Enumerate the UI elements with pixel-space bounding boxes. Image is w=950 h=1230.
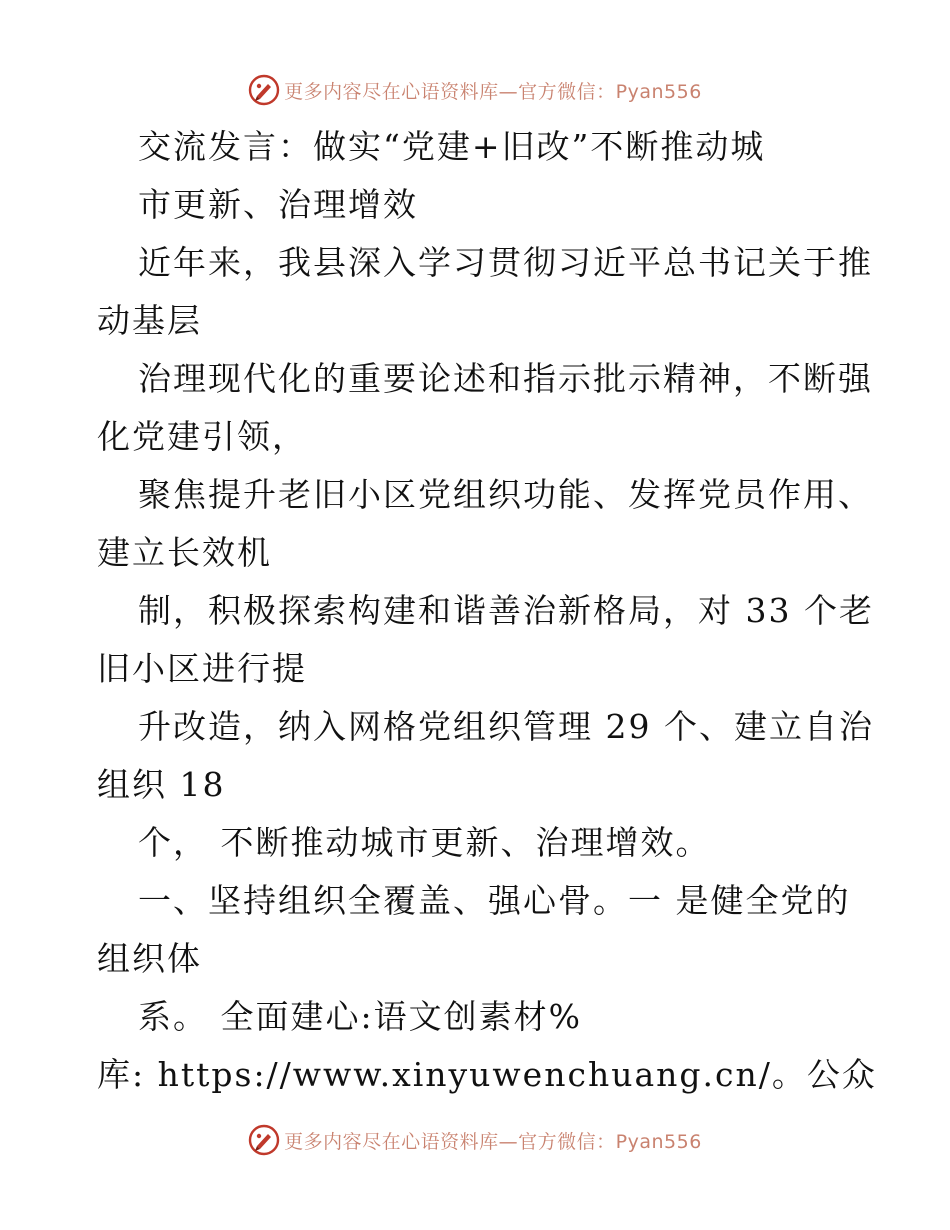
paragraph-line: 化党建引领， — [97, 417, 307, 456]
paragraph-line: 升改造，纳入网格党组织管理 29 个、建立自治 — [138, 707, 874, 746]
watermark-text: 更多内容尽在心语资料库—官方微信：Pyan556 — [284, 1130, 702, 1153]
paragraph-line: 旧小区进行提 — [97, 649, 307, 688]
pen-logo-icon — [248, 1124, 280, 1156]
paragraph-line: 动基层 — [97, 301, 202, 340]
title-line-2: 市更新、治理增效 — [138, 185, 418, 224]
title-line-1: 交流发言：做实“党建+旧改”不断推动城 — [138, 127, 766, 166]
paragraph-line: 制，积极探索构建和谐善治新格局，对 33 个老 — [138, 591, 874, 630]
header-watermark — [0, 72, 950, 108]
paragraph-line: 聚焦提升老旧小区党组织功能、发挥党员作用、 — [138, 475, 873, 514]
paragraph-line: 建立长效机 — [97, 533, 272, 572]
footer-watermark — [0, 1122, 950, 1158]
paragraph-line: 组织体 — [97, 939, 202, 978]
paragraph-line: 治理现代化的重要论述和指示批示精神，不断强 — [138, 359, 873, 398]
url-line: 库: https://www.xinyuwenchuang.cn/。公众 — [97, 1055, 877, 1094]
paragraph-line: 组织 18 — [97, 765, 226, 804]
pen-logo-icon — [248, 74, 280, 106]
paragraph-line: 系。 全面建心:语文创素材% — [138, 997, 582, 1036]
section-heading-line: 一、坚持组织全覆盖、强心骨。一 是健全党的 — [138, 881, 851, 920]
paragraph-line: 近年来，我县深入学习贯彻习近平总书记关于推 — [138, 243, 873, 282]
paragraph-line: 个， 不断推动城市更新、治理增效。 — [138, 823, 711, 862]
document-body — [97, 118, 877, 1104]
watermark-text: 更多内容尽在心语资料库—官方微信：Pyan556 — [284, 80, 702, 103]
